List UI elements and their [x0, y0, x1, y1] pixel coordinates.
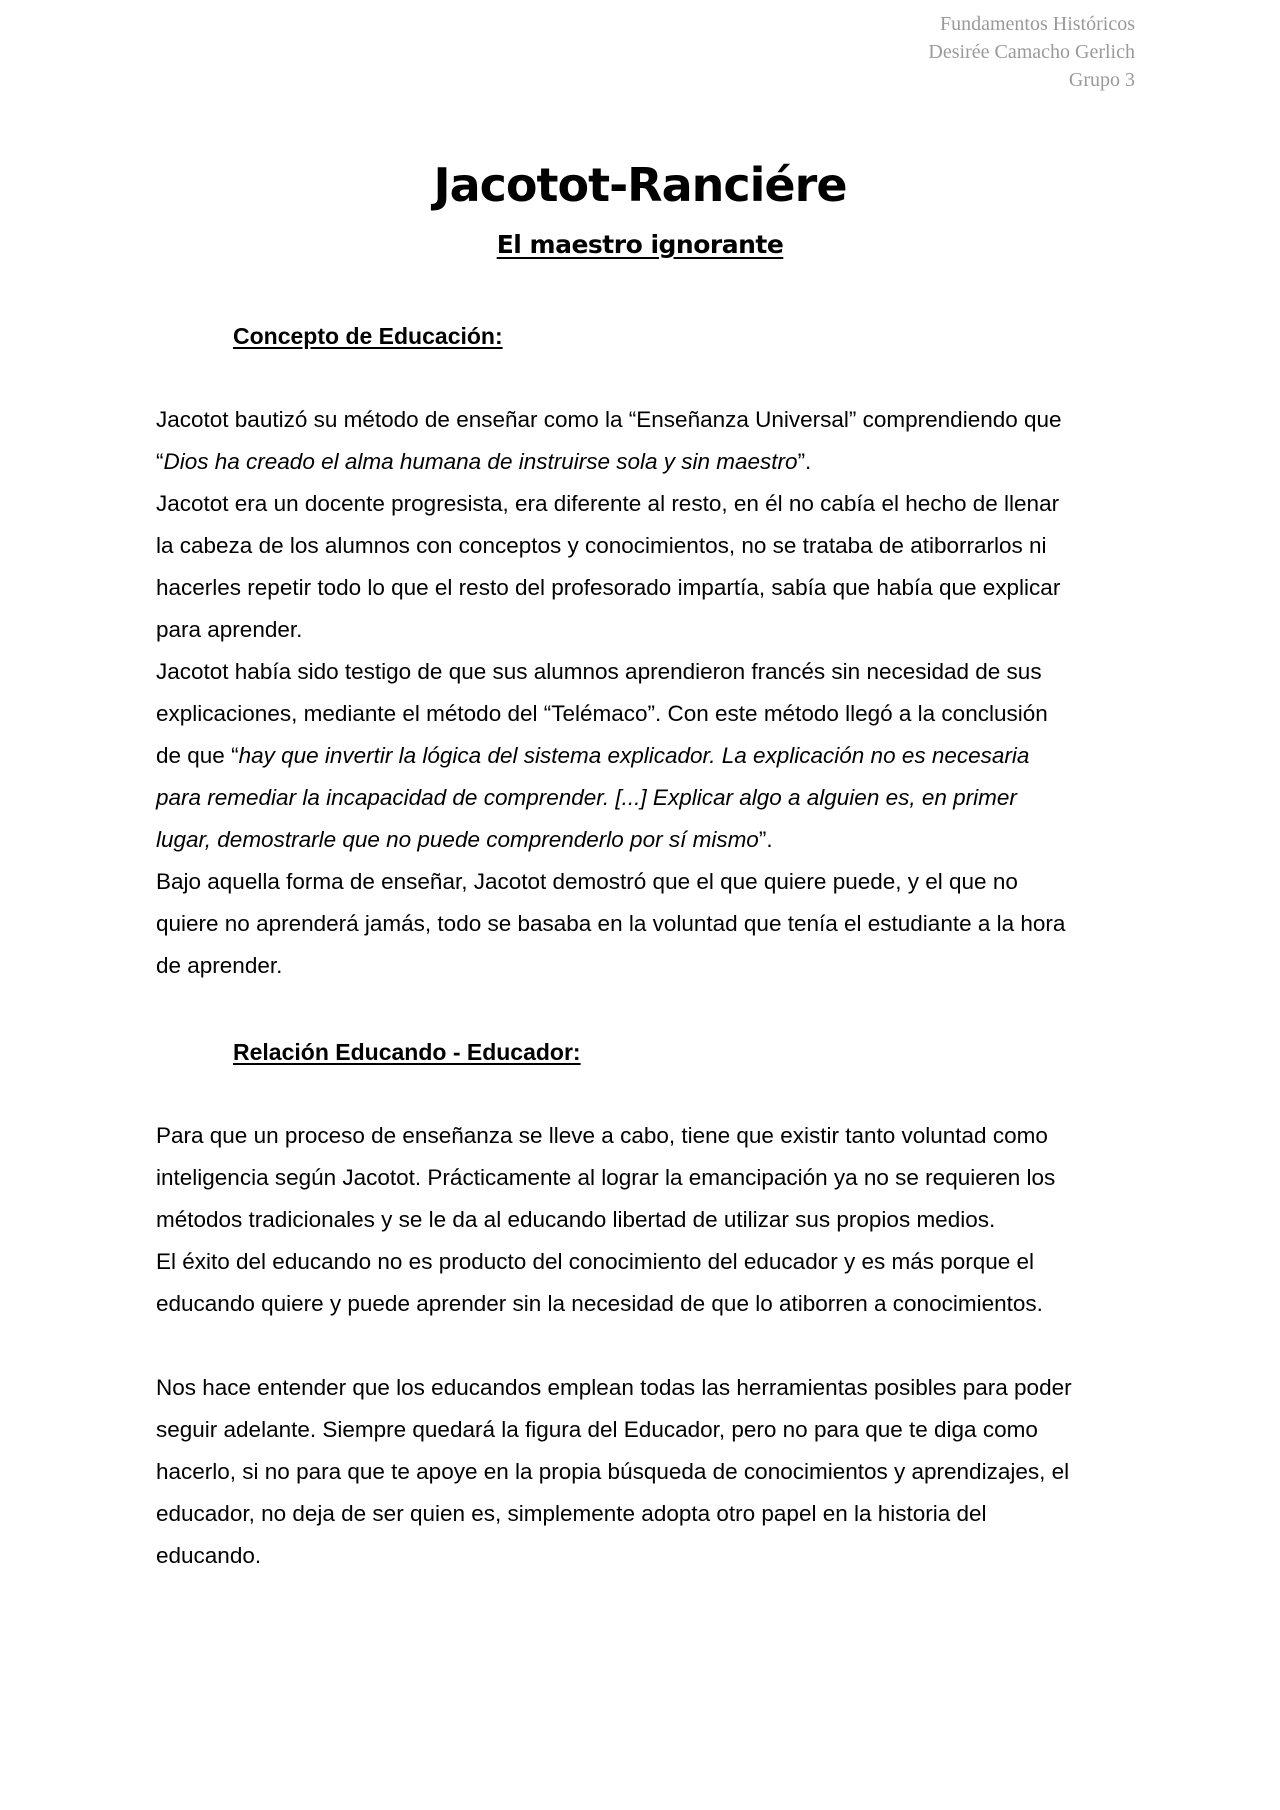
paragraph-line: Para que un proceso de enseñanza se lleve a cabo, tiene que existir tanto voluntad como	[156, 1123, 1048, 1148]
section-heading-relacion: Relación Educando - Educador:	[233, 1039, 581, 1065]
section-heading-concepto: Concepto de Educación:	[233, 323, 503, 349]
group-label: Grupo 3	[1068, 69, 1135, 91]
section-body-concepto	[156, 399, 1136, 987]
paragraph-line: Jacotot era un docente progresista, era diferente al resto, en él no cabía el hecho de llenar	[156, 491, 1060, 516]
quote-open: “	[156, 449, 164, 474]
quote-text: lugar, demostrarle que no puede comprenderlo por sí mismo	[156, 827, 759, 852]
paragraph-line	[156, 735, 1136, 777]
document-title: Jacotot-Ranciére	[433, 158, 847, 212]
document-header	[928, 10, 1135, 94]
paragraph-line: educando.	[156, 1543, 262, 1568]
paragraph-line: educador, no deja de ser quien es, simplemente adopta otro papel en la historia del	[156, 1501, 987, 1526]
quote-text: Dios ha creado el alma humana de instruirse sola y sin maestro	[163, 449, 798, 474]
section-body-relacion-2	[156, 1367, 1136, 1577]
paragraph-line: inteligencia según Jacotot. Prácticamente al lograr la emancipación ya no se requieren los	[156, 1165, 1056, 1190]
course-name: Fundamentos Históricos	[940, 13, 1135, 35]
paragraph-line: Jacotot bautizó su método de enseñar como la “Enseñanza Universal” comprendiendo que	[156, 407, 1062, 432]
quote-close: ”.	[758, 827, 773, 852]
paragraph-line: seguir adelante. Siempre quedará la figura del Educador, pero no para que te diga como	[156, 1417, 1038, 1442]
paragraph-line: explicaciones, mediante el método del “Telémaco”. Con este método llegó a la conclusión	[156, 701, 1048, 726]
paragraph-line: hacerles repetir todo lo que el resto del profesorado impartía, sabía que había que explicar	[156, 575, 1061, 600]
paragraph-line: educando quiere y puede aprender sin la necesidad de que lo atiborren a conocimientos.	[156, 1291, 1043, 1316]
paragraph-line: quiere no aprenderá jamás, todo se basaba en la voluntad que tenía el estudiante a la hora	[156, 911, 1066, 936]
paragraph-line: Nos hace entender que los educandos emplean todas las herramientas posibles para poder	[156, 1375, 1072, 1400]
quote-close: ”.	[797, 449, 812, 474]
quote-text: hay que invertir la lógica del sistema explicador. La explicación no es necesaria	[238, 743, 1030, 768]
paragraph-line	[156, 441, 1136, 483]
paragraph-line: para remediar la incapacidad de comprender. [...] Explicar algo a alguien es, en primer	[156, 785, 1017, 810]
paragraph-line: El éxito del educando no es producto del conocimiento del educador y es más porque el	[156, 1249, 1035, 1274]
paragraph-line: Jacotot había sido testigo de que sus alumnos aprendieron francés sin necesidad de sus	[156, 659, 1042, 684]
paragraph-line	[156, 819, 1136, 861]
author-name: Desirée Camacho Gerlich	[928, 41, 1135, 63]
document-subtitle: El maestro ignorante	[496, 230, 784, 259]
paragraph-line: Bajo aquella forma de enseñar, Jacotot demostró que el que quiere puede, y el que no	[156, 869, 1018, 894]
paragraph-line: para aprender.	[156, 617, 303, 642]
quote-lead: de que “	[156, 743, 239, 768]
paragraph-line: la cabeza de los alumnos con conceptos y conocimientos, no se trataba de atiborrarlos ni	[156, 533, 1047, 558]
paragraph-line: de aprender.	[156, 953, 283, 978]
section-body-relacion-1	[156, 1115, 1136, 1325]
paragraph-line: hacerlo, si no para que te apoye en la propia búsqueda de conocimientos y aprendizajes, el	[156, 1459, 1070, 1484]
paragraph-line: métodos tradicionales y se le da al educando libertad de utilizar sus propios medios.	[156, 1207, 996, 1232]
